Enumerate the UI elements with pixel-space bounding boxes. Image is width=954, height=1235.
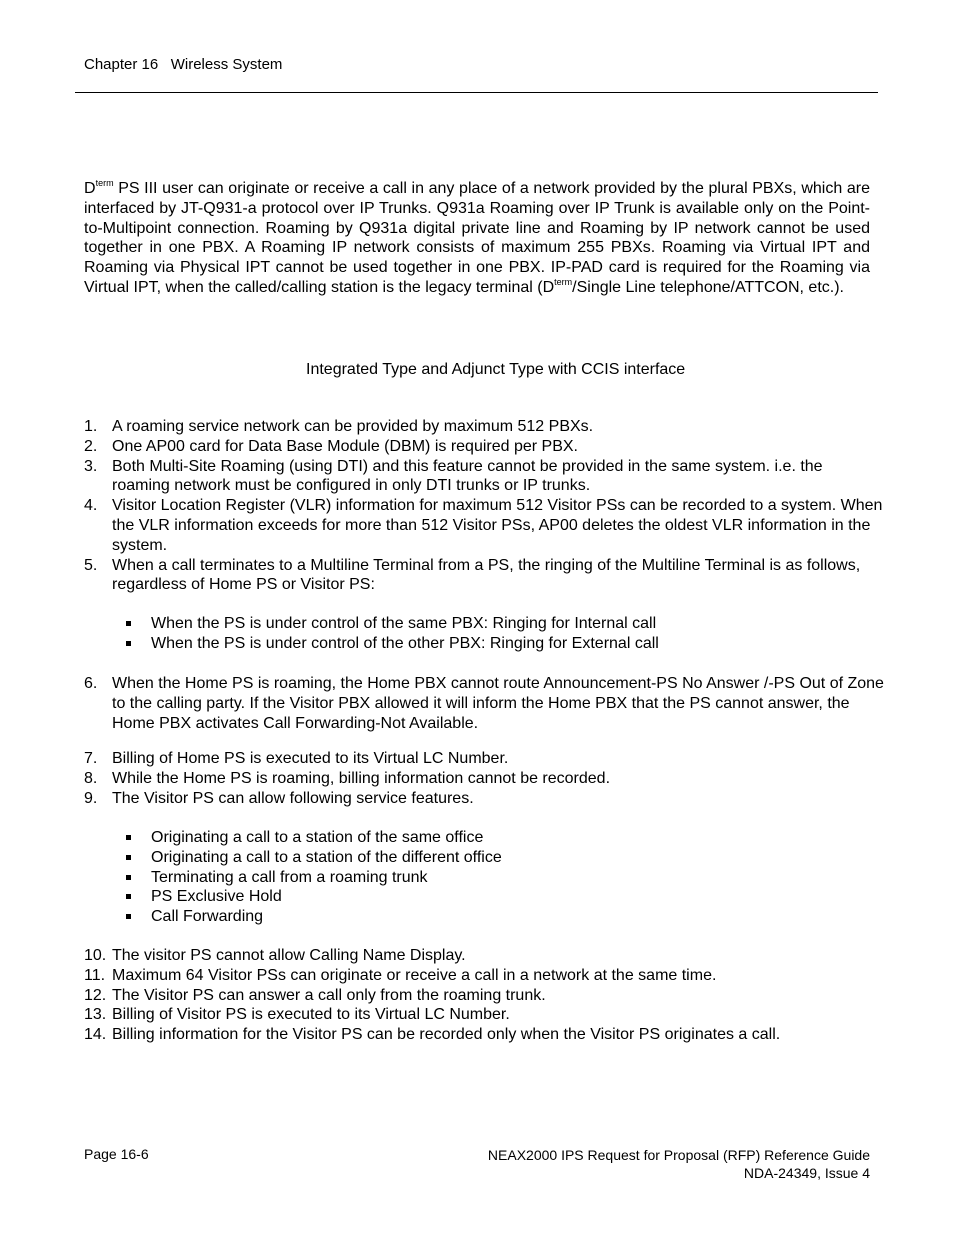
square-bullet-icon — [126, 641, 131, 646]
numbered-list-b — [84, 674, 884, 733]
list-text: While the Home PS is roaming, billing information cannot be recorded. — [112, 769, 611, 787]
list-number: 2. — [84, 437, 98, 455]
list-text: Billing of Visitor PS is executed to its Virtual LC Number. — [112, 1006, 510, 1024]
square-bullet-icon — [126, 835, 131, 840]
list-text: The visitor PS cannot allow Calling Name Display. — [112, 947, 466, 964]
list-item — [84, 789, 884, 809]
square-bullet-icon — [126, 855, 131, 860]
square-bullet-icon — [126, 875, 131, 880]
bullet-text: PS Exclusive Hold — [151, 888, 282, 906]
bullet-item — [124, 887, 502, 907]
list-text: When the Home PS is roaming, the Home PBX cannot route Announcement-PS No Answer /-PS Out of Zone to the calling party. If the Visitor PBX allowed it will inform the Home PBX that the PS cannot answer, the Home PBX activates Call Forwarding-Not Available. — [112, 675, 884, 732]
square-bullet-icon — [126, 894, 131, 899]
page-number: Page 16-6 — [84, 1146, 149, 1162]
list-item — [84, 674, 884, 733]
bullet-item — [124, 848, 502, 868]
list-number: 1. — [84, 418, 98, 435]
list-text: One AP00 card for Data Base Module (DBM) is required per PBX. — [112, 437, 578, 455]
guide-title: NEAX2000 IPS Request for Proposal (RFP) Reference Guide — [487, 1147, 870, 1163]
chapter-label: Chapter 16 — [84, 56, 159, 73]
bullet-text: Originating a call to a station of the different office — [151, 848, 502, 866]
page-header — [84, 56, 282, 73]
list-item — [84, 986, 884, 1006]
list-number: 5. — [84, 556, 98, 574]
list-item — [84, 437, 884, 457]
list-number: 7. — [84, 750, 98, 767]
list-text: Both Multi-Site Roaming (using DTI) and this feature cannot be provided in the same system. i.e. the roaming network must be configured in only DTI trunks or IP trunks. — [112, 457, 823, 495]
header-divider — [75, 92, 878, 93]
list-text: The Visitor PS can allow following service features. — [112, 789, 474, 807]
bullet-list-b — [124, 828, 502, 927]
document-number: NDA-24349, Issue 4 — [743, 1165, 870, 1181]
list-item — [84, 457, 884, 497]
list-item — [84, 946, 884, 966]
list-item — [84, 1005, 884, 1025]
list-text: A roaming service network can be provided by maximum 512 PBXs. — [112, 418, 594, 435]
list-item — [84, 417, 884, 437]
list-item — [84, 749, 884, 769]
numbered-list-d — [84, 946, 884, 1045]
list-number: 13. — [84, 1006, 107, 1024]
bullet-text: Call Forwarding — [151, 908, 264, 926]
list-item — [84, 1025, 884, 1045]
numbered-list-a — [84, 417, 884, 595]
list-number: 8. — [84, 769, 98, 787]
page-footer — [488, 1146, 870, 1182]
bullet-list-a — [124, 614, 659, 654]
bullet-text: Originating a call to a station of the same office — [151, 829, 484, 846]
list-text: Maximum 64 Visitor PSs can originate or receive a call in a network at the same time. — [112, 966, 717, 984]
list-text: Billing of Home PS is executed to its Virtual LC Number. — [112, 750, 509, 767]
intro-paragraph: $D^{term}$ PS III user can originate or receive a call in any place of a network provided by the plural PBXs, which are interfaced by JT-Q931-a protocol over IP Trunks. Q931a Roaming over IP Trunk is available only on the Point-to-Multipoint connection. Roaming by Q931a digital private line and Roaming by IP network cannot be used together in one PBX. A Roaming IP network consists of maximum 255 PBXs. Roaming via Virtual IPT and Roaming via Physical IPT cannot be used together in one PBX. IP-PAD card is required for the Roaming via Virtual IPT, when the called/calling station is the legacy terminal ($D^{term}$/Single Line telephone/ATTCON, etc.). — [84, 178, 870, 296]
bullet-item — [124, 907, 502, 927]
list-text: The Visitor PS can answer a call only from the roaming trunk. — [112, 986, 546, 1004]
list-item — [84, 769, 884, 789]
list-text: Visitor Location Register (VLR) information for maximum 512 Visitor PSs can be recorded to a system. When the VLR information exceeds for more than 512 Visitor PSs, AP00 deletes the oldest VLR information in the system. — [112, 497, 883, 554]
list-number: 10. — [84, 947, 107, 964]
bullet-text: When the PS is under control of the other PBX: Ringing for External call — [151, 634, 659, 652]
bullet-text: When the PS is under control of the same PBX: Ringing for Internal call — [151, 615, 657, 632]
square-bullet-icon — [126, 914, 131, 919]
list-number: 4. — [84, 497, 98, 515]
bullet-item — [124, 828, 502, 848]
bullet-item — [124, 614, 659, 634]
list-number: 12. — [84, 986, 107, 1004]
bullet-text: Terminating a call from a roaming trunk — [151, 868, 428, 886]
list-text: When a call terminates to a Multiline Terminal from a PS, the ringing of the Multiline Terminal is as follows, regardless of Home PS or Visitor PS: — [112, 556, 861, 594]
section-subheading: Integrated Type and Adjunct Type with CCIS interface — [306, 361, 686, 378]
list-item — [84, 556, 884, 596]
bullet-item — [124, 634, 659, 654]
list-item — [84, 496, 884, 555]
list-item — [84, 966, 884, 986]
list-text: Billing information for the Visitor PS can be recorded only when the Visitor PS originates a call. — [112, 1026, 781, 1044]
square-bullet-icon — [126, 621, 131, 626]
list-number: 6. — [84, 675, 98, 692]
list-number: 14. — [84, 1026, 107, 1044]
list-number: 11. — [84, 966, 106, 984]
bullet-item — [124, 868, 502, 888]
list-number: 9. — [84, 789, 98, 807]
numbered-list-c — [84, 749, 884, 808]
list-number: 3. — [84, 457, 98, 475]
chapter-title: Wireless System — [170, 56, 283, 73]
